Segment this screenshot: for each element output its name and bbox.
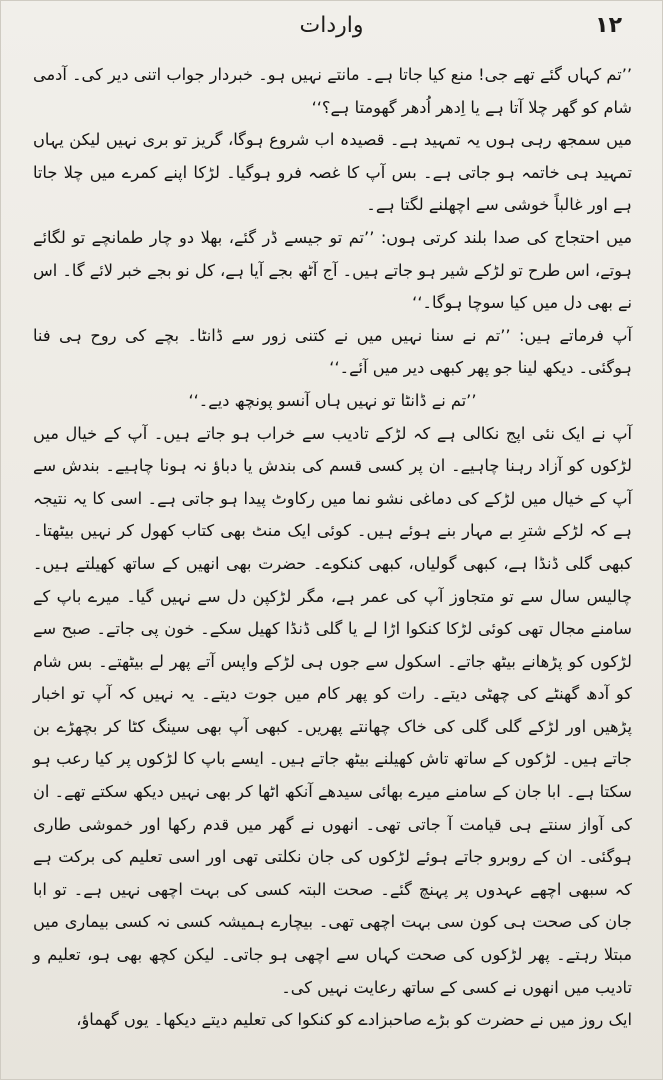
body-text: [33, 59, 632, 1030]
paragraph-7: ایک روز میں نے حضرت کو بڑے صاحبزادے کو کنکوا کی تعلیم دیتے دیکھا۔ یوں گھماؤ،: [76, 1010, 632, 1030]
paragraph-3: میں احتجاج کی صدا بلند کرتی ہوں: ’’تم تو جیسے ڈر گئے، بھلا دو چار طمانچے تو لگائے ہوتے، اس طرح تو لڑکے شیر ہو جاتے ہیں۔ آج آٹھ بجے آیا ہے، کل نو بجے خبر لائے گا۔ اس نے بھی دل میں کیا سوچا ہوگا۔‘‘: [33, 227, 632, 313]
running-title: واردات: [299, 13, 364, 38]
page-number: ۱۲: [595, 13, 622, 38]
paragraph-4: آپ فرماتے ہیں: ’’تم نے سنا نہیں میں نے کتنی زور سے ڈانٹا۔ بچے کی روح ہی فنا ہوگئی۔ دیکھ لینا جو پھر کبھی دیر میں آئے۔‘‘: [33, 325, 632, 378]
paragraph-5: ’’تم نے ڈانٹا تو نہیں ہاں آنسو پونچھ دیے۔‘‘: [188, 390, 477, 410]
paragraph-6: آپ نے ایک نئی اپج نکالی ہے کہ لڑکے تادیب سے خراب ہو جاتے ہیں۔ آپ کے خیال میں لڑکوں کو آزاد رہنا چاہیے۔ ان پر کسی قسم کی بندش یا دباؤ نہ ہونا چاہیے۔ بندش سے آپ کے خیال میں لڑکے کی دماغی نشو نما میں رکاوٹ پیدا ہو جاتی ہے۔ اسی کا یہ نتیجہ ہے کہ لڑکے شترِ بے مہار بنے ہوئے ہیں۔ کوئی ایک منٹ بھی کتاب کھول کر نہیں بیٹھتا۔ کبھی گلی ڈنڈا ہے، کبھی گولیاں، کبھی کنکوے۔ حضرت بھی انھیں کے ساتھ کھیلتے ہیں۔ چالیس سال سے تو متجاوز آپ کی عمر ہے، مگر لڑکپن دل سے نہیں گیا۔ میرے باپ کے سامنے مجال تھی کوئی لڑکا کنکوا اڑا لے یا گلی ڈنڈا کھیل سکے۔ خون پی جاتے۔ صبح سے لڑکوں کو پڑھانے بیٹھ جاتے۔ اسکول سے جوں ہی لڑکے واپس آتے پھر لے بیٹھتے۔ بس شام کو آدھ گھنٹے کی چھٹی دیتے۔ رات کو پھر کام میں جوت دیتے۔ یہ نہیں کہ آپ تو اخبار پڑھیں اور لڑکے گلی گلی کی خاک چھانتے پھریں۔ کبھی آپ بھی سینگ کٹا کر بچھڑے بن جاتے ہیں۔ لڑکوں کے ساتھ تاش کھیلنے بیٹھ جاتے ہیں۔ ایسے باپ کا لڑکوں پر کیا رعب ہو سکتا ہے۔ ابا جان کے سامنے میرے بھائی سیدھے آنکھ اٹھا کر بھی نہیں دیکھ سکتے تھے۔ ان کی آواز سنتے ہی قیامت آ جاتی تھی۔ انھوں نے گھر میں قدم رکھا اور خموشی طاری ہوگئی۔ ان کے روبرو جاتے ہوئے لڑکوں کی جان نکلتی تھی اور اسی تعلیم کی برکت ہے کہ سبھی اچھے عہدوں پر پہنچ گئے۔ صحت البتہ کسی کی بہت اچھی نہیں ہے۔ تو ابا جان کی صحت ہی کون سی بہت اچھی تھی۔ بیچارے ہمیشہ کسی نہ کسی بیماری میں مبتلا رہتے۔ پھر لڑکوں کی صحت کہاں سے اچھی ہو جاتی۔ لیکن کچھ بھی ہو، تعلیم و تادیب میں انھوں نے کسی کے ساتھ رعایت نہیں کی۔: [33, 423, 632, 997]
paragraph-1: ’’تم کہاں گئے تھے جی! منع کیا جاتا ہے۔ مانتے نہیں ہو۔ خبردار جواب اتنی دیر کی۔ آدمی شام کو گھر چلا آتا ہے یا اِدھر اُدھر گھومتا ہے؟‘‘: [33, 65, 632, 117]
paragraph-2: میں سمجھ رہی ہوں یہ تمہید ہے۔ قصیدہ اب شروع ہوگا، گریز تو بری نہیں لیکن یہاں تمہید ہی خاتمہ ہو جاتی ہے۔ بس آپ کا غصہ فرو ہوگیا۔ لڑکا اپنے کمرے میں چلا جاتا ہے اور غالباً خوشی سے اچھلنے لگتا ہے۔: [33, 130, 632, 215]
page-header: [41, 13, 622, 53]
